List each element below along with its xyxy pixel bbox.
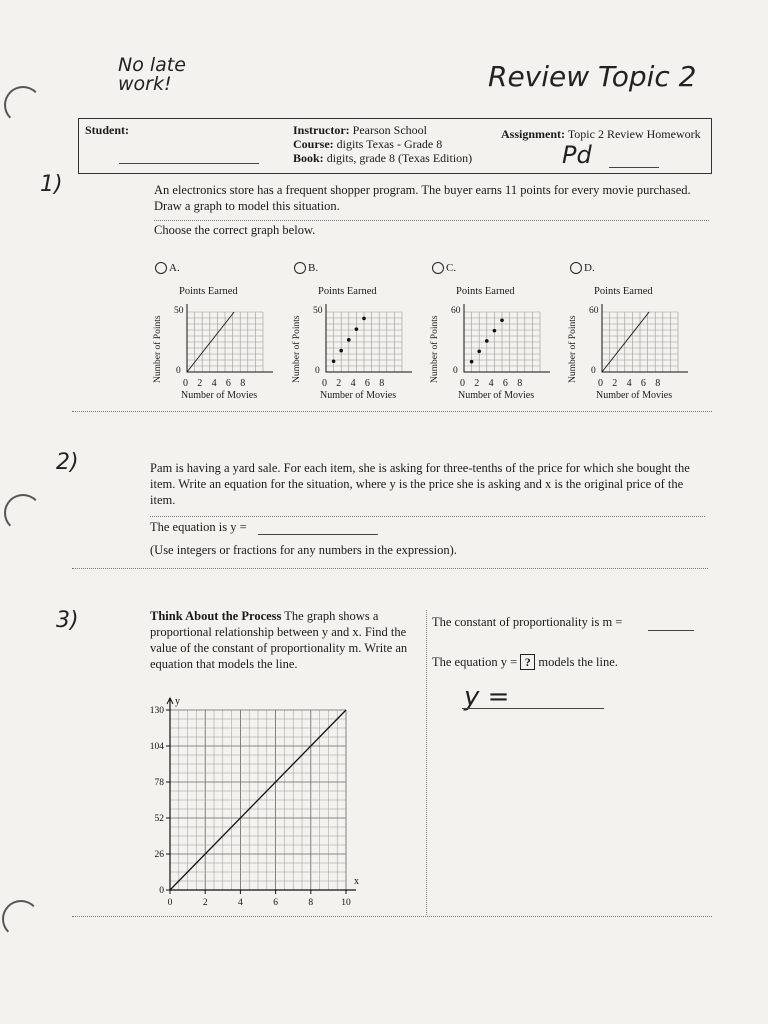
student-line (119, 163, 259, 164)
y-axis-label: y (175, 696, 180, 707)
option-1-radio[interactable] (294, 262, 318, 274)
option-y0: 0 (176, 366, 181, 376)
option-title: Points Earned (594, 286, 653, 297)
option-point (362, 317, 366, 321)
option-0-radio[interactable] (155, 262, 180, 274)
q3-body: The graph shows a proportional relationship between y and x. Find the value of the constant of proportionality m. Write an equation that models the line. (150, 609, 408, 671)
y-tick-label: 130 (149, 706, 164, 716)
option-title: Points Earned (456, 286, 515, 297)
option-point (500, 318, 504, 322)
assignment-header (78, 118, 712, 174)
q1-text: An electronics store has a frequent shopper program. The buyer earns 11 points for every movie purchased. Draw a graph to model this situation. (154, 183, 691, 213)
option-y0: 0 (315, 366, 320, 376)
option-2-radio[interactable] (432, 262, 456, 274)
option-xticks: 0 2 4 6 8 (598, 378, 664, 389)
option-y0: 0 (453, 366, 458, 376)
x-tick-label: 0 (167, 898, 173, 908)
axes (326, 304, 412, 372)
option-title: Points Earned (318, 286, 377, 297)
q1-prompt: Choose the correct graph below. (154, 223, 316, 237)
x-tick-label: 10 (341, 898, 351, 908)
option-ytop: 60 (451, 306, 461, 316)
q3-equation-answer-box[interactable]: ? (520, 654, 535, 670)
course-info: Instructor: Pearson School Course: digits Texas - Grade 8 Book: digits, grade 8 (Texas Edition) (293, 123, 473, 165)
handwritten-answer-line (462, 708, 604, 709)
option-ytop: 60 (589, 306, 599, 316)
punch-hole-middle (4, 494, 42, 532)
option-xlabel: Number of Movies (320, 390, 397, 401)
x-axis-label: x (354, 876, 359, 887)
x-tick-label: 4 (238, 898, 243, 908)
option-ylabel: Number of Points (292, 315, 302, 383)
option-graph (598, 298, 698, 378)
handwritten-title: Review Topic 2 (488, 60, 697, 93)
y-tick-label: 78 (154, 778, 164, 788)
handwritten-y-equals: y = (464, 682, 510, 712)
y-tick-label: 26 (154, 850, 164, 860)
y-tick-label: 104 (149, 742, 164, 752)
option-letter: A. (169, 262, 180, 274)
option-point (493, 329, 497, 333)
q3-text (150, 608, 418, 672)
punch-hole-top (4, 86, 42, 124)
q2-answer-line[interactable] (258, 534, 378, 535)
axes (187, 304, 273, 372)
option-xlabel: Number of Movies (181, 390, 258, 401)
q3-heading: Think About the Process (150, 609, 282, 623)
question-number-3: 3) (56, 608, 79, 633)
option-point (470, 360, 474, 364)
option-xlabel: Number of Movies (458, 390, 535, 401)
x-tick-label: 8 (308, 898, 314, 908)
option-graph (183, 298, 283, 378)
option-3-radio[interactable] (570, 262, 595, 274)
option-ytop: 50 (174, 306, 184, 316)
x-tick-label: 6 (273, 898, 278, 908)
option-graph (460, 298, 560, 378)
q3-equation-row: The equation y = ? models the line. (432, 655, 618, 669)
assignment-value: Topic 2 Review Homework (567, 127, 701, 141)
handwritten-late-note: No late work! (118, 54, 186, 95)
q3-divider (426, 610, 427, 915)
question-number-1: 1) (40, 172, 63, 197)
q2-equation-label: The equation is y = (150, 520, 247, 534)
q3-constant-line[interactable] (648, 630, 694, 631)
axes (602, 304, 688, 372)
q3-constant-label: The constant of proportionality is m = (432, 615, 623, 629)
option-letter: D. (584, 262, 595, 274)
y-tick-label: 52 (154, 814, 164, 824)
x-tick-label: 2 (202, 898, 208, 908)
option-title: Points Earned (179, 286, 238, 297)
option-y0: 0 (591, 366, 596, 376)
option-letter: C. (446, 262, 457, 274)
course-value: digits Texas - Grade 8 (336, 137, 443, 151)
axes (464, 304, 550, 372)
y-tick-label: 0 (159, 886, 164, 896)
option-point (339, 349, 343, 353)
question-number-2: 2) (56, 450, 79, 475)
option-xticks: 0 2 4 6 8 (322, 378, 388, 389)
handwritten-pd: Pd (562, 141, 592, 169)
option-xlabel: Number of Movies (596, 390, 673, 401)
option-graph (322, 298, 422, 378)
option-xticks: 0 2 4 6 8 (460, 378, 526, 389)
instructor-value: Pearson School (352, 123, 427, 137)
option-point (347, 338, 351, 342)
option-point (355, 327, 359, 331)
option-letter: B. (308, 262, 319, 274)
q3-chart (140, 690, 366, 912)
option-ylabel: Number of Points (153, 315, 163, 383)
punch-hole-bottom (2, 900, 40, 938)
option-point (485, 339, 489, 343)
student-label: Student: (85, 123, 130, 137)
option-ytop: 50 (313, 306, 323, 316)
option-point (332, 359, 336, 363)
option-ylabel: Number of Points (568, 315, 578, 383)
assignment-info: Assignment: Topic 2 Review Homework (501, 127, 701, 141)
pd-line (609, 167, 659, 168)
option-point (477, 350, 481, 354)
option-ylabel: Number of Points (430, 315, 440, 383)
book-value: digits, grade 8 (Texas Edition) (326, 151, 473, 165)
q2-text: Pam is having a yard sale. For each item, she is asking for three-tenths of the price for which she bought the item. Write an equation for the situation, where y is the price she is asking and x is the original price of the item. (150, 461, 690, 507)
option-xticks: 0 2 4 6 8 (183, 378, 249, 389)
q2-hint: (Use integers or fractions for any numbers in the expression). (150, 543, 457, 557)
